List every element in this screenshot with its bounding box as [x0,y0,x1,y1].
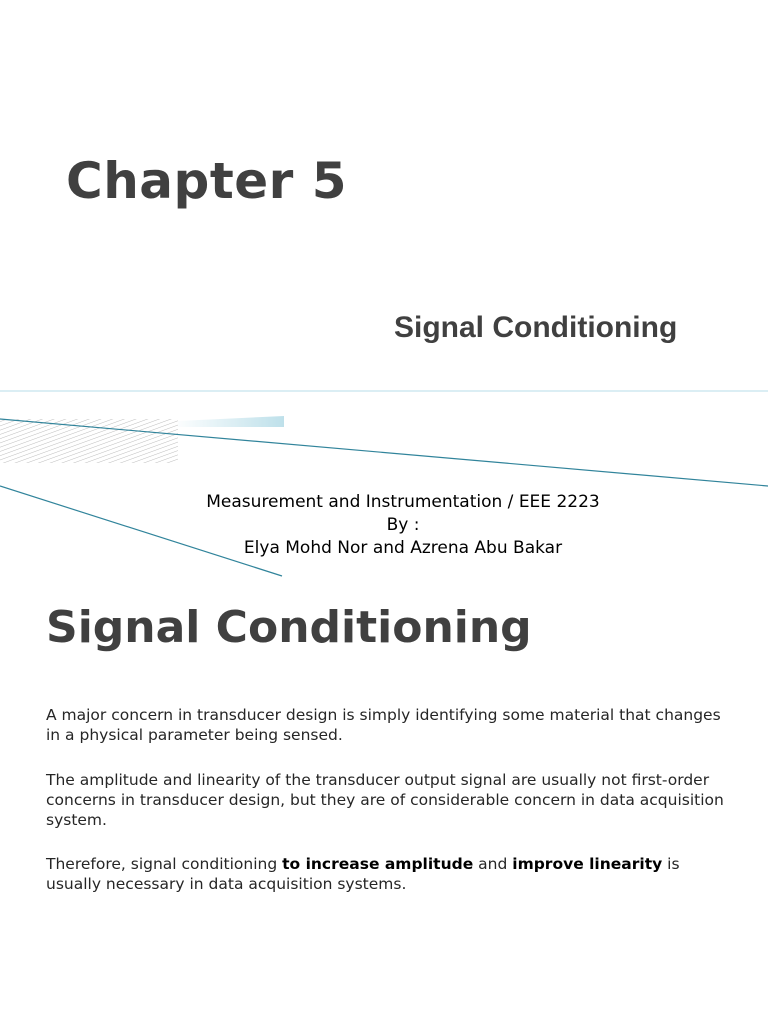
paragraph-1: A major concern in transducer design is simply identifying some material that changes in a physical parameter being sensed. [46,706,721,744]
emphasis-increase-amplitude: to increase amplitude [282,855,474,873]
content-slide [0,580,768,1024]
paragraph-3-part1: Therefore, signal conditioning [46,855,283,873]
credits-block [0,491,768,560]
paragraph-3-part2: and [473,855,513,873]
authors: Elya Mohd Nor and Azrena Abu Bakar [243,538,563,558]
paragraph-3-part3: is usually necessary in data acquisition systems. [46,855,680,893]
section-title: Signal Conditioning [46,602,532,653]
chapter-title: Chapter 5 [66,152,347,210]
emphasis-improve-linearity: improve linearity [512,855,663,873]
light-band [178,416,284,427]
by-label: By : [386,515,420,535]
paragraph-3 [46,854,726,894]
course-name: Measurement and Instrumentation / EEE 2223 [206,492,600,512]
chapter-subtitle: Signal Conditioning [394,311,678,344]
hatch-band [0,419,178,463]
paragraph-2: The amplitude and linearity of the transducer output signal are usually not first-order concerns in transducer design, but they are of considerable concern in data acquisition system. [46,771,724,829]
